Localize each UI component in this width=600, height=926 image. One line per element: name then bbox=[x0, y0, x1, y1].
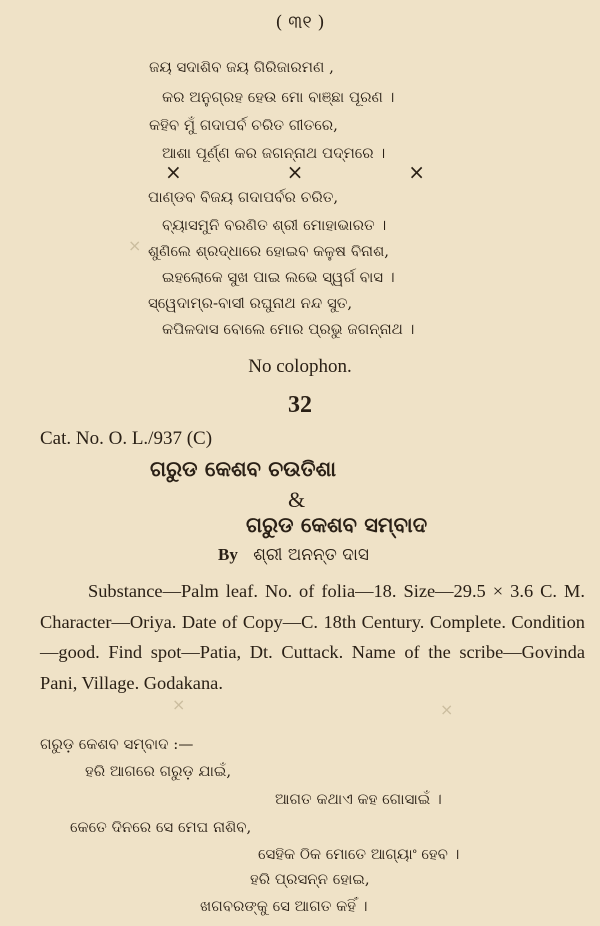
verse-line: କହିବ ମୁଁ ଗଦାପର୍ବ ଚରିତ ଗୀତରେ, bbox=[149, 116, 338, 134]
verse-line: ପାଣ୍ଡବ ବିଜୟ ଗଦାପର୍ବର ଚରିତ, bbox=[148, 188, 339, 206]
work-title-2: ଗରୁଡ କେଶବ ସମ୍ବାଦ bbox=[246, 512, 428, 537]
verse-line: ଇହଲୋକେ ସୁଖ ପାଇ ଲଭେ ସ୍ୱର୍ଗ ବାସ । bbox=[162, 268, 395, 286]
verse-line: ବ୍ୟାସମୁନି ବରଣିତ ଶ୍ରୀ ମୋହାଭାରତ । bbox=[162, 216, 387, 234]
section-separator bbox=[165, 160, 425, 184]
colophon-note: No colophon. bbox=[248, 356, 352, 377]
manuscript-description: Substance—Palm leaf. No. of folia—18. Size—29.5 × 3.6 C. M. Character—Oriya. Date of Copy—C. 18th Century. Complete. Condition—good. Find spot—Patia, Dt. Cuttack. Name of the scribe—Govinda Pani, Village. Godakana. bbox=[40, 581, 585, 693]
work-title-1: ଗରୁଡ କେଶବ ଚଉତିଶା bbox=[150, 456, 337, 481]
verse-line: ଜୟ ସଦାଶିବ ଜୟ ଗିରିଜାରମଣ , bbox=[149, 58, 334, 76]
verse-line: କର ଅନୁଗ୍ରହ ହେଉ ମୋ ବାଞ୍ଛା ପୂରଣ । bbox=[162, 88, 395, 106]
verse-line: ଖଗବରଙ୍କୁ ସେ ଆଗତ କହିଁ । bbox=[200, 897, 368, 915]
verse-line: କପିଳଦାସ ବୋଲେ ମୋର ପ୍ରଭୁ ଜଗନ୍ନାଥ । bbox=[162, 320, 415, 338]
ampersand: & bbox=[288, 487, 306, 512]
by-label: By bbox=[218, 545, 238, 564]
verse-line: ସେହିକ ଠିକ ମୋତେ ଆଗ୍ୟାଂ ହେବ । bbox=[258, 845, 460, 863]
cross-mark: × bbox=[408, 160, 425, 184]
verse-line: ଆଗତ କଥାଏ କହ ଗୋସାଇଁ । bbox=[275, 790, 442, 808]
page-number: ( ୩୧ ) bbox=[275, 12, 325, 33]
cross-mark: × bbox=[165, 160, 182, 184]
verse-line: ହରି ପ୍ରସନ୍ନ ହୋଇ, bbox=[250, 870, 370, 888]
verse-line: ଆଶା ପୂର୍ଣ୍ଣ କର ଜଗନ୍ନାଥ ପଦ୍ମରେ । bbox=[162, 144, 386, 162]
author-name: ଶ୍ରୀ ଅନନ୍ତ ଦାସ bbox=[253, 545, 369, 565]
verse-line: ଗରୁଡ଼ କେଶବ ସମ୍ବାଦ :— bbox=[40, 735, 194, 753]
show-through-mark: × bbox=[172, 695, 186, 714]
verse-line: ହରି ଆଗରେ ଗରୁଡ଼ ଯାଇଁ, bbox=[85, 762, 232, 780]
cross-mark: × bbox=[286, 160, 304, 184]
entry-number: 32 bbox=[288, 392, 312, 418]
show-through-mark: × bbox=[128, 236, 142, 255]
verse-line: ଶୁଣିଲେ ଶ୍ରଦ୍ଧାରେ ହୋଇବ କଳୁଷ ବିନାଶ, bbox=[148, 242, 390, 260]
author-line bbox=[218, 545, 369, 565]
verse-line: ସ୍ୱେଦାମ୍ର-ବାସୀ ରଘୁନାଥ ନନ୍ଦ ସୁତ, bbox=[148, 294, 353, 312]
catalogue-number: Cat. No. O. L./937 (C) bbox=[40, 428, 213, 449]
show-through-mark: × bbox=[440, 700, 454, 719]
verse-line: କେତେ ଦିନରେ ସେ ମେଘ ନାଶିବ, bbox=[70, 818, 252, 836]
